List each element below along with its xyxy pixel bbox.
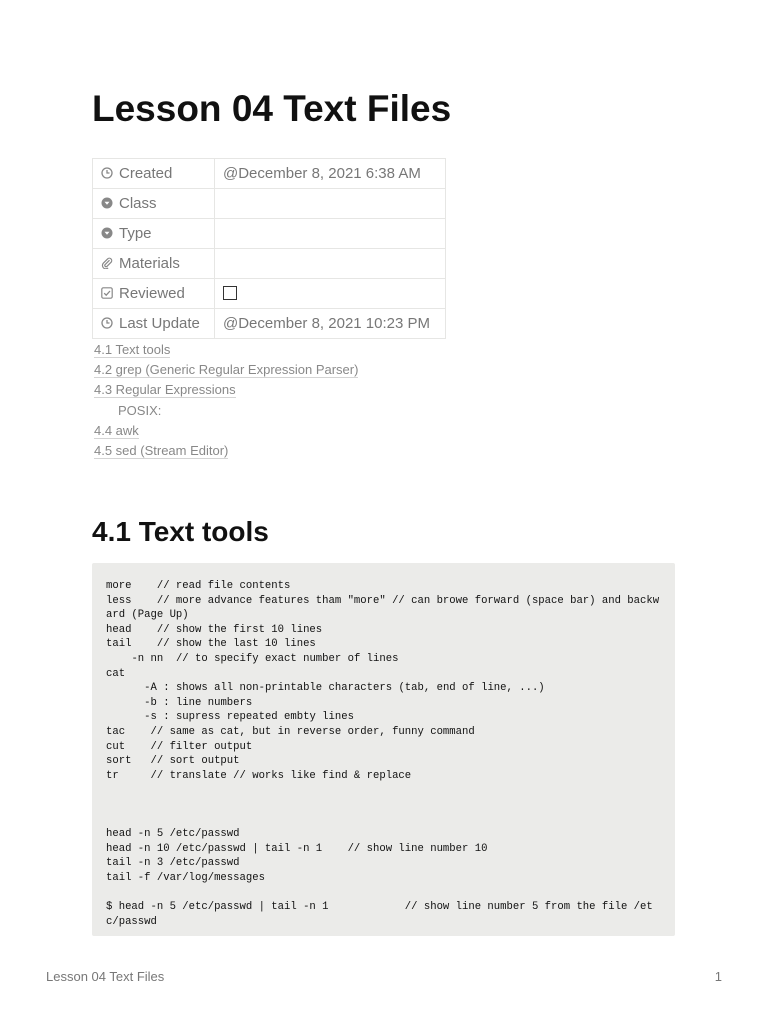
table-of-contents xyxy=(94,340,358,461)
property-row-class xyxy=(93,189,446,219)
code-content: more // read file contents less // more advance features tham "more" // can browe forward (space bar) and backward (Page Up) head // show the first 10 lines tail // show the last 10 lines -n nn // to specify exact number of lines cat -A : shows all non-printable characters (tab, end of line, ...) -b : line numbers -s : supress repeated embty lines tac // same as cat, but in reverse order, funny command cut // filter output sort // sort output tr // translate // works like find & replace head -n 5 /etc/passwd head -n 10 /etc/passwd | tail -n 1 // show line number 10 tail -n 3 /etc/passwd tail -f /var/log/messages $ head -n 5 /etc/passwd | tail -n 1 // show line number 5 from the file /etc/passwd xyxy=(106,580,660,928)
page-title: Lesson 04 Text Files xyxy=(92,88,452,129)
clock-icon xyxy=(101,167,113,179)
property-value[interactable]: @December 8, 2021 10:23 PM xyxy=(215,309,446,339)
property-key-label: Last Update xyxy=(119,315,200,332)
property-key xyxy=(93,189,215,219)
dropdown-icon xyxy=(101,227,113,239)
property-key-label: Reviewed xyxy=(119,285,185,302)
property-value[interactable] xyxy=(215,249,446,279)
property-key xyxy=(93,279,215,309)
property-key xyxy=(93,309,215,339)
property-row-reviewed xyxy=(93,279,446,309)
property-value xyxy=(215,279,446,309)
toc-link[interactable]: 4.2 grep (Generic Regular Expression Parser) xyxy=(94,362,359,378)
toc-link[interactable]: POSIX: xyxy=(118,402,162,418)
reviewed-checkbox[interactable] xyxy=(223,286,237,300)
toc-link[interactable]: 4.1 Text tools xyxy=(94,342,171,357)
code-block[interactable] xyxy=(92,563,675,936)
property-key xyxy=(93,159,215,189)
property-key xyxy=(93,219,215,249)
property-key-label: Type xyxy=(119,225,152,242)
property-row-materials xyxy=(93,249,446,279)
toc-link[interactable]: 4.3 Regular Expressions xyxy=(94,382,236,398)
properties-table xyxy=(92,158,446,339)
toc-link[interactable]: 4.5 sed (Stream Editor) xyxy=(94,443,229,459)
property-key-label: Created xyxy=(119,165,173,182)
property-key xyxy=(93,249,215,279)
toc-link[interactable]: 4.4 awk xyxy=(94,422,139,438)
property-row-created xyxy=(93,159,446,189)
property-key-label: Class xyxy=(119,195,157,212)
footer-title: Lesson 04 Text Files xyxy=(46,969,165,984)
paperclip-icon xyxy=(101,257,113,269)
page-number: 1 xyxy=(714,969,722,984)
section-heading: 4.1 Text tools xyxy=(92,516,269,547)
property-value[interactable]: @December 8, 2021 6:38 AM xyxy=(215,159,446,189)
clock-icon xyxy=(101,317,113,329)
property-key-label: Materials xyxy=(119,255,180,272)
property-value[interactable] xyxy=(215,219,446,249)
property-row-last-update xyxy=(93,309,446,339)
property-row-type xyxy=(93,219,446,249)
checkbox-icon xyxy=(101,287,113,299)
property-value[interactable] xyxy=(215,189,446,219)
dropdown-icon xyxy=(101,197,113,209)
